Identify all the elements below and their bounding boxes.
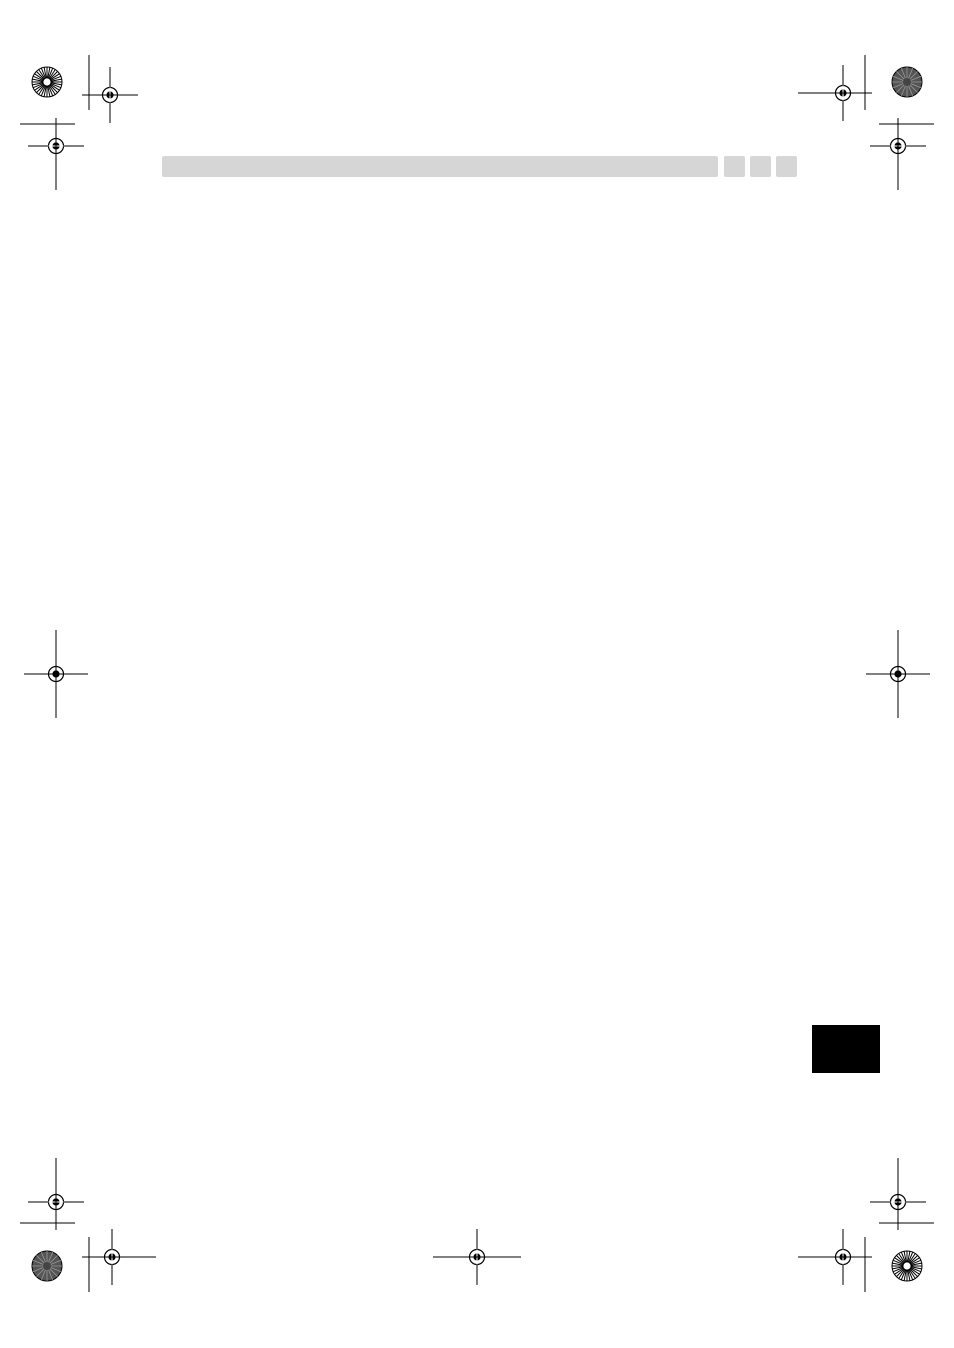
header-bar — [162, 156, 797, 177]
header-bar-square — [776, 156, 797, 177]
language-tab — [812, 1025, 880, 1073]
header-bar-long — [162, 156, 718, 177]
header-bar-square — [750, 156, 771, 177]
header-bar-square — [724, 156, 745, 177]
